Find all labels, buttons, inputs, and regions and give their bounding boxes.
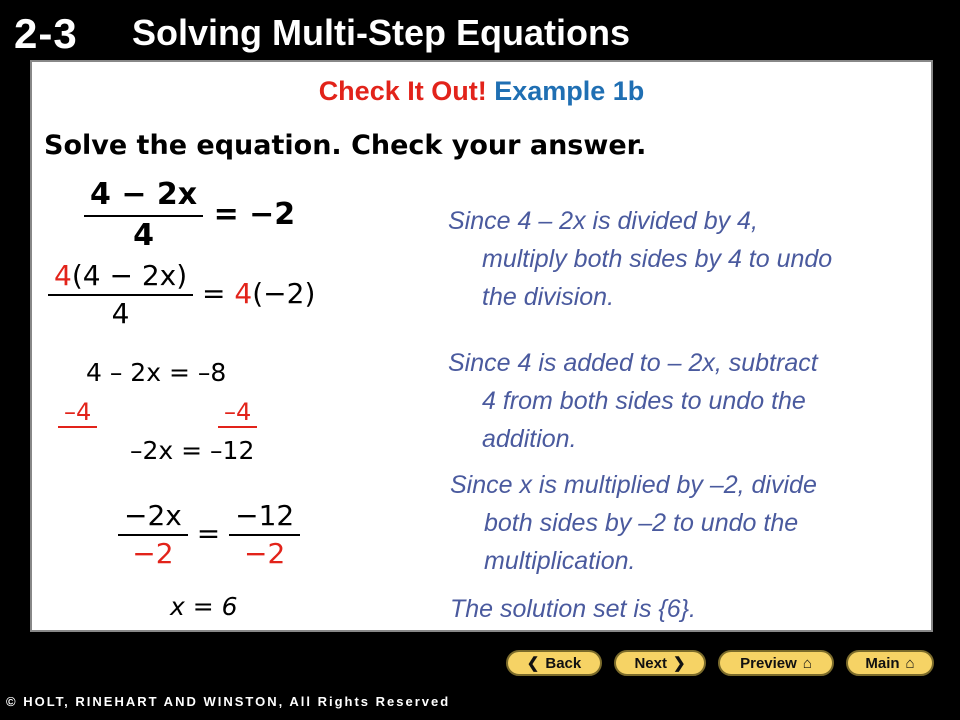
fraction bbox=[84, 178, 203, 253]
header-bar bbox=[0, 0, 960, 58]
explanation-line: the division. bbox=[482, 283, 615, 311]
multiplier: 4 bbox=[54, 259, 72, 292]
subtract-right-value: –4 bbox=[218, 398, 257, 428]
explanation-line: both sides by –2 to undo the bbox=[484, 509, 799, 537]
denominator: −2 bbox=[244, 537, 286, 571]
equation-step-5 bbox=[118, 500, 300, 570]
equation-step-2 bbox=[48, 260, 315, 330]
lesson-title: Solving Multi-Step Equations bbox=[132, 12, 630, 53]
equation-step-1 bbox=[84, 178, 295, 253]
equation-step-4: –2x = –12 bbox=[130, 436, 255, 465]
equals-sign: = bbox=[196, 517, 221, 551]
copyright-text: © HOLT, RINEHART AND WINSTON, All Rights Reserved bbox=[6, 694, 451, 709]
home-icon: ⌂ bbox=[905, 654, 915, 672]
rhs-fraction bbox=[229, 500, 300, 570]
subtract-left bbox=[58, 398, 97, 428]
fraction bbox=[48, 260, 193, 330]
lhs-fraction bbox=[118, 500, 188, 570]
explanation-2 bbox=[448, 344, 818, 458]
denominator: 4 bbox=[133, 217, 154, 253]
preview-button[interactable] bbox=[718, 650, 834, 676]
explanation-line: The solution set is {6}. bbox=[450, 595, 696, 623]
main-label: Main bbox=[865, 654, 900, 672]
subtract-right bbox=[218, 398, 257, 428]
check-it-out-label: Check It Out! bbox=[318, 76, 487, 106]
explanation-line: 4 from both sides to undo the bbox=[482, 387, 806, 415]
slide-panel bbox=[30, 60, 933, 632]
explanation-line: Since 4 is added to – 2x, subtract bbox=[448, 349, 818, 377]
numerator-expression: (4 − 2x) bbox=[71, 259, 188, 292]
chevron-left-icon: ❮ bbox=[526, 655, 540, 672]
rhs: = −2 bbox=[213, 197, 296, 232]
numerator bbox=[48, 260, 193, 296]
preview-label: Preview bbox=[740, 654, 797, 672]
rhs-value: (−2) bbox=[252, 277, 316, 311]
explanation-line: addition. bbox=[482, 425, 577, 453]
back-label: Back bbox=[545, 654, 582, 672]
lesson-number: 2-3 bbox=[14, 10, 78, 57]
numerator: −2x bbox=[118, 500, 188, 536]
example-label: Example 1b bbox=[494, 76, 645, 106]
equation-step-6: x = 6 bbox=[170, 592, 238, 621]
equation-step-3: 4 – 2x = –8 bbox=[86, 358, 227, 387]
next-label: Next bbox=[634, 654, 667, 672]
explanation-line: multiply both sides by 4 to undo bbox=[482, 245, 833, 273]
chevron-right-icon: ❯ bbox=[672, 655, 686, 672]
explanation-line: multiplication. bbox=[484, 547, 636, 575]
denominator: −2 bbox=[132, 537, 174, 571]
slide-heading bbox=[32, 76, 931, 107]
back-button[interactable] bbox=[506, 650, 602, 676]
explanation-line: Since x is multiplied by –2, divide bbox=[450, 471, 817, 499]
subtract-left-value: –4 bbox=[58, 398, 97, 428]
equals-sign: = bbox=[202, 277, 226, 311]
numerator: 4 − 2x bbox=[84, 178, 203, 217]
explanation-line: Since 4 – 2x is divided by 4, bbox=[448, 207, 758, 235]
main-button[interactable] bbox=[846, 650, 934, 676]
explanation-1 bbox=[448, 202, 832, 316]
next-button[interactable] bbox=[614, 650, 706, 676]
multiplier-rhs: 4 bbox=[234, 277, 253, 311]
home-icon: ⌂ bbox=[802, 654, 812, 672]
explanation-3 bbox=[450, 466, 817, 580]
denominator: 4 bbox=[111, 297, 130, 331]
solution-set-text bbox=[450, 590, 696, 628]
instruction-text: Solve the equation. Check your answer. bbox=[44, 130, 647, 161]
numerator: −12 bbox=[229, 500, 300, 536]
